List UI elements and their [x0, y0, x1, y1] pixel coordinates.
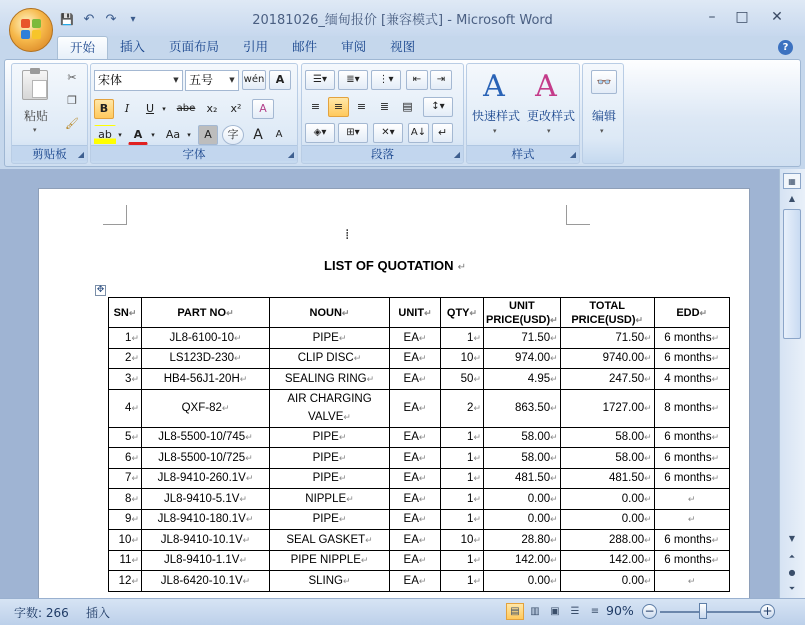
header-cell[interactable]: SN↵	[109, 298, 142, 328]
previous-page-icon[interactable]: ⏶	[788, 552, 796, 561]
word-count[interactable]: 字数: 266	[14, 606, 69, 620]
font-size-combo[interactable]	[185, 70, 239, 91]
web-layout-icon[interactable]: ▣	[550, 606, 560, 617]
table-cell[interactable]: 71.50↵	[484, 328, 561, 349]
align-right-icon[interactable]: ≡	[356, 100, 367, 113]
table-cell[interactable]: CLIP DISC↵	[270, 348, 390, 369]
table-cell[interactable]: 4 months↵	[654, 369, 729, 390]
tab-page-layout[interactable]: 页面布局	[169, 39, 220, 54]
tab-mailings[interactable]: 邮件	[292, 39, 318, 54]
zoom-slider[interactable]	[660, 611, 760, 613]
table-cell[interactable]: 6↵	[109, 448, 142, 469]
decrease-indent-icon[interactable]: ⇤	[406, 70, 428, 90]
char-border-button[interactable]: A	[269, 70, 291, 90]
table-cell[interactable]: JL8-9410-260.1V↵	[142, 468, 270, 489]
ruler-toggle-icon[interactable]: ▦	[783, 173, 801, 189]
table-cell[interactable]: 0.00↵	[560, 489, 654, 510]
table-cell[interactable]: 1↵	[441, 448, 484, 469]
font-group-label: 字体	[91, 145, 297, 161]
full-screen-reading-icon[interactable]: ▥	[530, 606, 540, 617]
next-page-icon[interactable]: ⏷	[788, 584, 796, 593]
justify-icon[interactable]: ≣	[379, 100, 390, 113]
table-cell[interactable]: 0.00↵	[560, 571, 654, 592]
ribbon-tabs	[57, 36, 427, 60]
bold-button[interactable]: B	[94, 99, 114, 119]
paste-icon[interactable]	[22, 70, 48, 100]
outline-icon[interactable]: ☰	[570, 606, 580, 617]
table-cell[interactable]: SEALING RING↵	[270, 369, 390, 390]
table-cell[interactable]: EA↵	[390, 509, 441, 530]
table-row	[109, 448, 730, 469]
copy-icon[interactable]: ❐	[67, 94, 77, 107]
header-cell[interactable]: UNIT PRICE(USD)↵	[484, 298, 561, 328]
status-bar	[0, 598, 805, 625]
scrollbar-thumb[interactable]	[783, 209, 801, 339]
quick-styles-icon[interactable]: A	[483, 69, 505, 104]
table-cell[interactable]: 6 months↵	[654, 448, 729, 469]
clipboard-group	[11, 63, 88, 164]
paragraph-mark-icon: ↵	[457, 262, 466, 273]
line-spacing-icon[interactable]: ↕▾	[423, 97, 453, 117]
table-cell[interactable]: 0.00↵	[484, 571, 561, 592]
crop-mark-right	[566, 205, 590, 225]
chevron-down-icon[interactable]: ▼	[173, 76, 179, 84]
font-color-button[interactable]: A	[128, 125, 148, 145]
zoom-in-button[interactable]: +	[760, 604, 775, 619]
editing-dropdown-icon[interactable]: ▾	[600, 127, 604, 135]
table-cell[interactable]: EA↵	[390, 550, 441, 571]
save-icon[interactable]: 💾	[60, 13, 74, 26]
editing-group	[582, 63, 624, 164]
tab-insert[interactable]: 插入	[120, 39, 146, 54]
wen-button[interactable]: wén	[242, 70, 266, 90]
table-row	[109, 328, 730, 349]
table-cell[interactable]: SEAL GASKET↵	[270, 530, 390, 551]
styles-group-label: 样式	[467, 145, 579, 161]
shading-icon[interactable]: ◈▾	[305, 123, 335, 143]
superscript-button[interactable]: x²	[230, 102, 242, 115]
text-cursor-icon: ⁞	[345, 227, 350, 243]
distribute-icon[interactable]: ▤	[402, 100, 413, 113]
table-cell[interactable]: 6 months↵	[654, 348, 729, 369]
chevron-down-icon[interactable]: ▼	[229, 76, 235, 84]
font-launcher-icon[interactable]: ◢	[287, 150, 294, 159]
increase-indent-icon[interactable]: ⇥	[430, 70, 452, 90]
table-row	[109, 530, 730, 551]
table-cell[interactable]: 0.00↵	[484, 489, 561, 510]
view-buttons	[506, 603, 604, 620]
grow-font-button[interactable]: A	[253, 127, 263, 143]
table-cell[interactable]: 6 months↵	[654, 427, 729, 448]
table-cell[interactable]: JL8-9410-5.1V↵	[142, 489, 270, 510]
tab-references[interactable]: 引用	[243, 39, 269, 54]
table-cell[interactable]: 0.00↵	[560, 509, 654, 530]
quick-styles-dropdown-icon[interactable]: ▾	[493, 127, 497, 135]
paste-dropdown-icon[interactable]: ▾	[33, 126, 37, 134]
table-cell[interactable]: AIR CHARGING VALVE↵	[270, 389, 390, 427]
browse-object-icon[interactable]: ●	[788, 568, 796, 577]
table-cell[interactable]: PIPE↵	[270, 427, 390, 448]
table-cell[interactable]: 481.50↵	[484, 468, 561, 489]
highlight-dropdown-icon[interactable]: ▾	[118, 131, 122, 139]
table-cell[interactable]: EA↵	[390, 328, 441, 349]
font-group	[90, 63, 298, 164]
table-cell[interactable]: 10↵	[109, 530, 142, 551]
table-cell[interactable]: 142.00↵	[560, 550, 654, 571]
styles-launcher-icon[interactable]: ◢	[569, 150, 576, 159]
header-cell[interactable]: EDD↵	[654, 298, 729, 328]
tab-review[interactable]: 审阅	[341, 39, 367, 54]
crop-mark-left	[103, 205, 127, 225]
table-cell[interactable]: NIPPLE↵	[270, 489, 390, 510]
table-cell[interactable]: 1↵	[441, 550, 484, 571]
table-cell[interactable]: 481.50↵	[560, 468, 654, 489]
table-cell[interactable]: 10↵	[441, 530, 484, 551]
bullets-icon[interactable]: ☰▾	[305, 70, 335, 90]
scroll-down-icon[interactable]: ▼	[788, 534, 796, 543]
table-cell[interactable]: PIPE↵	[270, 328, 390, 349]
table-cell[interactable]: 58.00↵	[560, 427, 654, 448]
table-cell[interactable]: 6 months↵	[654, 550, 729, 571]
window-title: 20181026_缅甸报价 [兼容模式] - Microsoft Word	[252, 13, 553, 28]
insert-mode[interactable]: 插入	[86, 606, 111, 620]
sort-icon[interactable]: A↓	[408, 123, 429, 143]
table-cell[interactable]: 6 months↵	[654, 468, 729, 489]
table-cell[interactable]: 1↵	[441, 571, 484, 592]
align-center-icon[interactable]: ≡	[328, 97, 349, 117]
borders-icon[interactable]: ⊞▾	[338, 123, 368, 143]
tab-home[interactable]: 开始	[57, 36, 108, 60]
table-cell[interactable]: 8 months↵	[654, 389, 729, 427]
table-cell[interactable]: 11↵	[109, 550, 142, 571]
table-cell[interactable]: 8↵	[109, 489, 142, 510]
help-icon[interactable]: ?	[778, 40, 793, 55]
table-cell[interactable]: 50↵	[441, 369, 484, 390]
table-cell[interactable]: EA↵	[390, 389, 441, 427]
strikethrough-button[interactable]: abe	[176, 103, 196, 114]
table-cell[interactable]: PIPE↵	[270, 468, 390, 489]
editing-button[interactable]: 编辑	[591, 109, 616, 123]
table-row	[109, 489, 730, 510]
table-cell[interactable]: 7↵	[109, 468, 142, 489]
table-cell[interactable]: JL8-6100-10↵	[142, 328, 270, 349]
zoom-slider-thumb[interactable]	[699, 603, 707, 619]
header-cell[interactable]: UNIT↵	[390, 298, 441, 328]
table-row	[109, 389, 730, 427]
table-cell[interactable]: 58.00↵	[484, 427, 561, 448]
chinese-layout-icon[interactable]: ✕▾	[373, 123, 403, 143]
enclose-char-button[interactable]: 字	[222, 125, 244, 145]
document-page[interactable]	[38, 188, 750, 598]
table-row	[109, 571, 730, 592]
tab-view[interactable]: 视图	[390, 39, 416, 54]
table-cell[interactable]: 58.00↵	[484, 448, 561, 469]
table-cell[interactable]: PIPE NIPPLE↵	[270, 550, 390, 571]
table-cell[interactable]: 58.00↵	[560, 448, 654, 469]
table-row	[109, 427, 730, 448]
numbering-icon[interactable]: ≣▾	[338, 70, 368, 90]
highlight-button[interactable]: ab	[94, 125, 116, 145]
title-bar	[0, 0, 805, 36]
table-header-row	[109, 298, 730, 328]
table-cell[interactable]: 71.50↵	[560, 328, 654, 349]
table-cell[interactable]: JL8-5500-10/745↵	[142, 427, 270, 448]
table-cell[interactable]: HB4-56J1-20H↵	[142, 369, 270, 390]
table-cell[interactable]: 1↵	[441, 489, 484, 510]
table-cell[interactable]: EA↵	[390, 369, 441, 390]
table-cell[interactable]: LS123D-230↵	[142, 348, 270, 369]
table-row	[109, 550, 730, 571]
subscript-button[interactable]: x₂	[206, 102, 218, 115]
print-layout-icon[interactable]: ▤	[506, 603, 524, 620]
document-title-text: LIST OF QUOTATION	[324, 258, 454, 273]
table-cell[interactable]: 1↵	[441, 328, 484, 349]
multilevel-list-icon[interactable]: ⋮▾	[371, 70, 401, 90]
change-case-dropdown-icon[interactable]: ▾	[187, 131, 191, 139]
header-cell[interactable]: PART NO↵	[142, 298, 270, 328]
maximize-button[interactable]: □	[735, 9, 749, 25]
table-cell[interactable]: EA↵	[390, 489, 441, 510]
font-name-value: 宋体	[98, 73, 123, 87]
table-cell[interactable]: 1↵	[441, 509, 484, 530]
underline-button[interactable]: U	[145, 102, 155, 115]
clipboard-launcher-icon[interactable]: ◢	[77, 150, 84, 159]
table-cell[interactable]: PIPE↵	[270, 448, 390, 469]
change-styles-icon[interactable]: A	[535, 69, 557, 104]
table-cell[interactable]: 2↵	[441, 389, 484, 427]
paragraph-group	[301, 63, 464, 164]
table-cell[interactable]: 974.00↵	[484, 348, 561, 369]
change-styles-dropdown-icon[interactable]: ▾	[547, 127, 551, 135]
font-color-dropdown-icon[interactable]: ▾	[151, 131, 155, 139]
table-cell[interactable]: 12↵	[109, 571, 142, 592]
quotation-table[interactable]	[108, 297, 730, 592]
change-case-button[interactable]: Aa	[165, 128, 181, 141]
table-cell[interactable]: EA↵	[390, 468, 441, 489]
table-cell[interactable]: EA↵	[390, 427, 441, 448]
table-cell[interactable]: 3↵	[109, 369, 142, 390]
quick-styles-button[interactable]: 快速样式	[471, 109, 520, 123]
clear-format-button[interactable]: A	[252, 99, 274, 119]
document-area[interactable]	[0, 169, 779, 598]
clipboard-group-label: 剪贴板	[12, 145, 87, 161]
table-cell[interactable]: 6 months↵	[654, 530, 729, 551]
align-left-icon[interactable]: ≡	[310, 100, 321, 113]
draft-icon[interactable]: ≡	[590, 606, 600, 617]
cut-icon[interactable]: ✂	[67, 71, 77, 84]
table-cell[interactable]: EA↵	[390, 571, 441, 592]
format-painter-icon[interactable]: 🖌	[65, 117, 79, 130]
table-cell[interactable]: 4.95↵	[484, 369, 561, 390]
undo-icon[interactable]: ↶	[83, 12, 95, 27]
customize-qat-icon[interactable]: ▾	[130, 14, 136, 25]
table-cell[interactable]: 9740.00↵	[560, 348, 654, 369]
table-cell[interactable]: 6 months↵	[654, 328, 729, 349]
table-cell[interactable]: JL8-9410-1.1V↵	[142, 550, 270, 571]
binoculars-icon[interactable]: 👓	[591, 70, 617, 94]
show-marks-icon[interactable]: ↵	[432, 123, 453, 143]
scroll-up-icon[interactable]: ▲	[788, 194, 796, 203]
table-cell[interactable]: JL8-9410-180.1V↵	[142, 509, 270, 530]
vertical-scrollbar[interactable]	[779, 169, 805, 598]
ribbon	[4, 59, 801, 167]
table-cell[interactable]: ↵	[654, 489, 729, 510]
table-row	[109, 509, 730, 530]
table-cell[interactable]: JL8-6420-10.1V↵	[142, 571, 270, 592]
table-cell[interactable]: ↵	[654, 509, 729, 530]
table-cell[interactable]: 5↵	[109, 427, 142, 448]
table-row	[109, 468, 730, 489]
table-cell[interactable]: 0.00↵	[484, 509, 561, 530]
table-cell[interactable]: 288.00↵	[560, 530, 654, 551]
font-name-combo[interactable]	[94, 70, 183, 91]
minimize-button[interactable]: –	[708, 9, 716, 25]
office-button[interactable]	[9, 8, 53, 52]
table-cell[interactable]: EA↵	[390, 348, 441, 369]
italic-button[interactable]: I	[124, 102, 130, 115]
table-row	[109, 369, 730, 390]
table-cell[interactable]: 9↵	[109, 509, 142, 530]
document-title	[39, 258, 751, 273]
table-move-handle-icon[interactable]: ✥	[96, 285, 105, 295]
table-cell[interactable]: 10↵	[441, 348, 484, 369]
zoom-level[interactable]: 90%	[606, 603, 634, 618]
table-row	[109, 348, 730, 369]
table-cell[interactable]: QXF-82↵	[142, 389, 270, 427]
header-cell[interactable]: NOUN↵	[270, 298, 390, 328]
table-cell[interactable]: ↵	[654, 571, 729, 592]
change-styles-button[interactable]: 更改样式	[526, 109, 575, 123]
table-cell[interactable]: 863.50↵	[484, 389, 561, 427]
table-cell[interactable]: JL8-5500-10/725↵	[142, 448, 270, 469]
zoom-out-button[interactable]: −	[642, 604, 657, 619]
table-cell[interactable]: 28.80↵	[484, 530, 561, 551]
paragraph-group-label: 段落	[302, 145, 463, 161]
font-size-value: 五号	[189, 73, 214, 87]
table-cell[interactable]: JL8-9410-10.1V↵	[142, 530, 270, 551]
table-cell[interactable]: 1↵	[109, 328, 142, 349]
table-cell[interactable]: 1727.00↵	[560, 389, 654, 427]
close-button[interactable]: ✕	[771, 9, 783, 25]
redo-icon[interactable]: ↷	[105, 12, 117, 27]
table-cell[interactable]: PIPE↵	[270, 509, 390, 530]
paragraph-launcher-icon[interactable]: ◢	[453, 150, 460, 159]
char-shading-button[interactable]: A	[198, 125, 218, 145]
paste-button[interactable]: 粘贴	[23, 109, 48, 123]
table-cell[interactable]: 2↵	[109, 348, 142, 369]
table-cell[interactable]: SLING↵	[270, 571, 390, 592]
header-cell[interactable]: TOTAL PRICE(USD)↵	[560, 298, 654, 328]
underline-dropdown-icon[interactable]: ▾	[162, 105, 166, 113]
header-cell[interactable]: QTY↵	[441, 298, 484, 328]
shrink-font-button[interactable]: A	[275, 129, 283, 140]
table-cell[interactable]: 1↵	[441, 427, 484, 448]
office-logo-icon	[21, 19, 43, 41]
table-cell[interactable]: 247.50↵	[560, 369, 654, 390]
table-cell[interactable]: EA↵	[390, 448, 441, 469]
table-cell[interactable]: 1↵	[441, 468, 484, 489]
table-cell[interactable]: 142.00↵	[484, 550, 561, 571]
styles-group	[466, 63, 580, 164]
table-cell[interactable]: 4↵	[109, 389, 142, 427]
table-cell[interactable]: EA↵	[390, 530, 441, 551]
